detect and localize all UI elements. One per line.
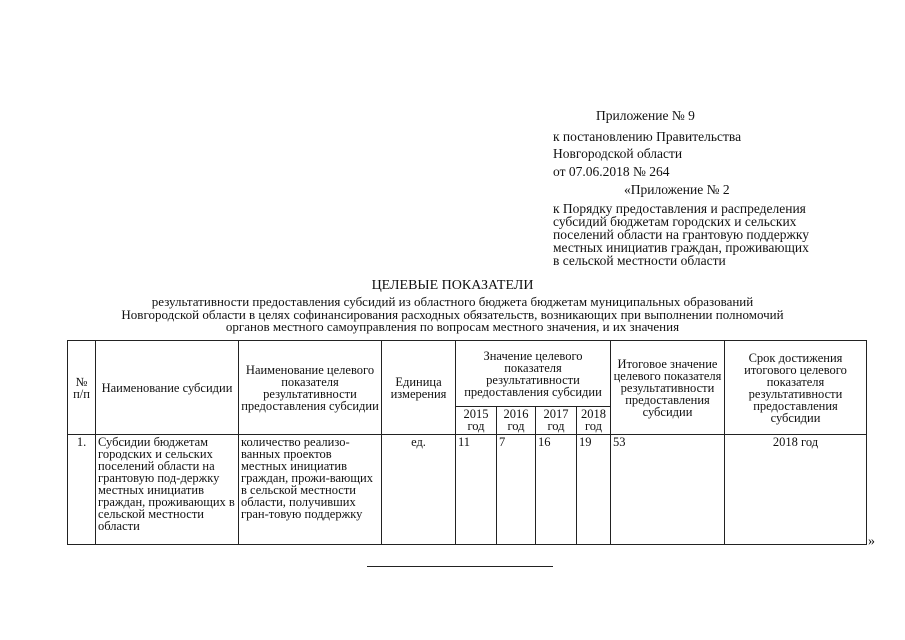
cell-subsidy: Субсидии бюджетам городских и сельских поселений области на грантовую под-держку местных инициатив граждан, проживающих в сельской местности области: [96, 435, 239, 545]
closing-quote: »: [868, 534, 875, 549]
page-subtitle: [0, 296, 905, 334]
header-indicator: Наименование целевого показателя результативности предоставления субсидии: [239, 341, 382, 435]
page-title: ЦЕЛЕВЫЕ ПОКАЗАТЕЛИ: [371, 278, 534, 293]
order-line: местных инициатив граждан, проживающих: [553, 240, 809, 255]
cell-value-2017: 16: [536, 435, 577, 545]
cell-deadline: 2018 год: [725, 435, 867, 545]
region-name: Новгородской области: [553, 146, 683, 161]
header-unit: Единица измерения: [382, 341, 456, 435]
resolution-date: от 07.06.2018 № 264: [553, 164, 670, 179]
header-year: 2017 год: [536, 407, 577, 435]
header-num: № п/п: [68, 341, 96, 435]
order-line: субсидий бюджетам городских и сельских: [553, 214, 797, 229]
header-value: Значение целевого показателя результативности предоставления субсидии: [456, 341, 611, 407]
subtitle-line: органов местного самоуправления по вопросам местного значения, и их значения: [225, 319, 680, 334]
cell-unit: ед.: [382, 435, 456, 545]
cell-indicator: количество реализо-ванных проектов местных инициатив граждан, прожи-вающих в сельской местности области, получивших гран-товую поддержку: [239, 435, 382, 545]
cell-num: 1.: [68, 435, 96, 545]
cell-total: 53: [611, 435, 725, 545]
cell-value-2018: 19: [577, 435, 611, 545]
order-reference: [553, 202, 809, 267]
appendix2-label: «Приложение № 2: [624, 182, 730, 197]
cell-value-2015: 11: [456, 435, 497, 545]
header-total: Итоговое значение целевого показателя результативности предоставления субсидии: [611, 341, 725, 435]
header-year: 2015 год: [456, 407, 497, 435]
footer-divider: [367, 566, 553, 567]
header-year: 2016 год: [497, 407, 536, 435]
indicators-table: [67, 340, 867, 545]
resolution-ref: к постановлению Правительства: [553, 129, 742, 144]
header-deadline: Срок достижения итогового целевого показателя результативности предоставления субсидии: [725, 341, 867, 435]
order-line: в сельской местности области: [553, 253, 726, 268]
appendix-label: Приложение № 9: [596, 108, 695, 123]
header-year: 2018 год: [577, 407, 611, 435]
order-line: поселений области на грантовую поддержку: [553, 227, 809, 242]
subtitle-line: результативности предоставления субсидий из областного бюджета бюджетам муниципальных образований: [151, 294, 754, 309]
cell-value-2016: 7: [497, 435, 536, 545]
table-row: [68, 435, 867, 545]
order-line: к Порядку предоставления и распределения: [553, 201, 806, 216]
subtitle-line: Новгородской области в целях софинансирования расходных обязательств, возникающих при выполнении полномочий: [121, 306, 784, 322]
header-subsidy: Наименование субсидии: [96, 341, 239, 435]
